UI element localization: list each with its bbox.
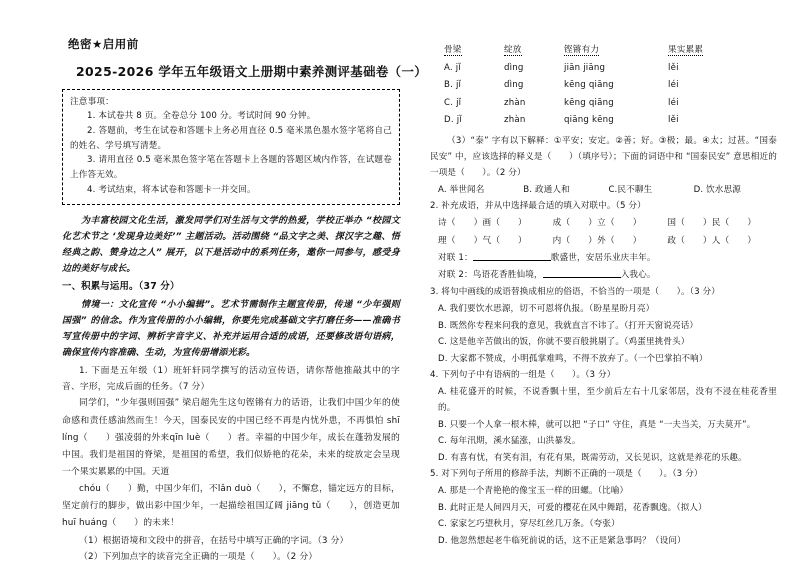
pinyin-cell: lěi (668, 115, 679, 126)
pinyin-cell: jǐ (455, 62, 461, 73)
question-1-stem: 1. 下面是五年级（1）班轩轩同学撰写的活动宣传语，请你帮他推敲其中的字音、字形，完成后面的任务。（7 分） (62, 366, 400, 393)
couplet-1 (430, 250, 777, 267)
notice-item: 2. 答题前，考生在试卷和答题卡上务必用直径 0.5 毫米黑色墨水签字笔将自己的姓名、学号填写清楚。 (70, 125, 392, 151)
question-4-option-c[interactable]: C. 每年汛期，溪水猛涨，山洪暴发。 (438, 436, 581, 447)
question-5-option-b[interactable]: B. 此时正是人间四月天，可爱的樱花在风中舞蹈，花香飘逸。（拟人） (438, 502, 707, 513)
couplet-2 (430, 267, 777, 284)
situation-paragraph: 情境一：文化宣传 “小小编辑”。艺术节需制作主题宣传册，传递 “少年强则国强” 的信念。作为宣传册的小小编辑，你要先完成基础文字打磨任务——准确书写宣传册中的字词、辨析字音字义、补充并运用合适的成语，还要修改语句语病，确保宣传内容准确、生动，为宣传册增添光彩。 (62, 299, 400, 359)
notice-item: 4. 考试结束，将本试卷和答题卡一并交回。 (87, 184, 256, 195)
idiom-fill-row[interactable] (430, 233, 777, 250)
idiom-blank-group[interactable]: 理（ ）气（ ） (438, 235, 527, 246)
intro-paragraph: 为丰富校园文化生活，激发同学们对生活与文学的热爱，学校正举办 “校园文化艺术节之 ‘发现身边美好’” 主题活动。活动围绕 “品文字之美、探汉字之趣、悟经典之韵、赞身边之人” 展开，以下是活动中的系列任务，邀你一同参与，感受身边的美好与成长。 (62, 215, 400, 274)
couplet-2-suffix: 入我心。 (620, 269, 656, 280)
couplet-1-suffix: 歌盛世，安居乐业庆丰年。 (550, 252, 656, 263)
question-4-option-a[interactable]: A. 桂花盛开的时候，不说香飘十里，至少前后左右十几家邻居，没有不浸在桂花香里的。 (438, 386, 777, 414)
right-column (418, 0, 793, 561)
idiom-fill-row[interactable] (430, 215, 777, 232)
question-5-option-d[interactable]: D. 他忽然想起老牛临死前说的话，这不正是紧急事吗？（设问） (438, 535, 686, 546)
notice-box (62, 89, 400, 205)
idiom-blank-group[interactable]: 政（ ）人（ ） (667, 235, 757, 246)
pinyin-header-word: 果实累累 (668, 45, 704, 55)
couplet-1-blank[interactable] (473, 251, 551, 261)
question-1-sub-3-options[interactable] (430, 182, 777, 199)
pinyin-cell: zhàn (504, 97, 526, 108)
option-b[interactable]: B. 政通人和 (523, 184, 570, 195)
pinyin-options-table (444, 42, 777, 130)
option-label: D. (444, 115, 454, 126)
question-1-sub-1: （1）根据语境和文段中的拼音，在括号中填写正确的字词。（3 分） (79, 535, 349, 546)
question-3-option-b[interactable]: B. 既然你专程来问我的意见，我就直言不讳了。（打开天窗说亮话） (438, 320, 699, 331)
question-3-option-d[interactable]: D. 大家都不赞成，小明孤掌难鸣，不得不放弃了。（一个巴掌拍不响） (438, 353, 708, 364)
question-4-option-b[interactable]: B. 只要一个人拿一根木棒，就可以把 “子口” 守住，真是 “一夫当关，万夫莫开”。 (438, 419, 756, 430)
pinyin-cell: jiān jiāng (564, 62, 606, 73)
question-5-option-a[interactable]: A. 那是一个青艳艳的像宝玉一样的田螺。（比喻） (438, 486, 629, 497)
pinyin-option-row[interactable] (444, 112, 777, 130)
pinyin-cell: léi (668, 80, 679, 91)
pinyin-cell: dìng (504, 80, 524, 91)
pinyin-cell: jǐ (456, 115, 462, 126)
idiom-blank-group[interactable]: 诗（ ）画（ ） (438, 218, 527, 229)
pinyin-header-word: 骨梁 (444, 45, 462, 55)
question-1-passage-part-2: chóu（ ）勤，中国少年们，不lǎn duò（ ），不懈怠，锚定远方的目标，坚定前行的脚步，做出彩中国少年，一起描绘祖国辽阔 jiāng tǔ（ ），创造更加huī huáng（ ）的未来！ (62, 484, 400, 529)
option-d[interactable]: D. 饮水思源 (693, 184, 741, 195)
page-title: 2025-2026 学年五年级语文上册期中素养测评基础卷（一） (76, 64, 428, 79)
question-1-sub-2: （2）下列加点字的读音完全正确的一项是（ ）。（2 分） (79, 552, 318, 563)
question-5-option-c[interactable]: C. 家家乞巧望秋月，穿尽红丝几万条。（夸张） (438, 519, 620, 530)
question-3-option-a[interactable]: A. 我们要饮水思源，切不可恩将仇报。（盼星星盼月亮） (438, 304, 655, 314)
couplet-2-prefix: 对联 2：鸟语花香胜仙境， (438, 269, 543, 280)
couplet-2-blank[interactable] (543, 268, 621, 278)
pinyin-cell: dìng (504, 62, 524, 73)
idiom-blank-group[interactable]: 成（ ）立（ ） (552, 218, 642, 229)
pinyin-option-row[interactable] (444, 60, 777, 78)
pinyin-cell: kēng qiāng (564, 97, 614, 108)
secret-label: 绝密★启用前 (68, 37, 139, 51)
pinyin-header-word: 铿锵有力 (564, 45, 600, 55)
pinyin-cell: zhàn (504, 115, 526, 126)
notice-heading: 注意事项： (70, 97, 114, 107)
pinyin-option-row[interactable] (444, 77, 777, 95)
idiom-blank-group[interactable]: 国（ ）民（ ） (667, 218, 757, 229)
question-3-option-c[interactable]: C. 这是他辛苦做出的饭，你就不要百般挑剔了。（鸡蛋里挑骨头） (438, 337, 690, 347)
pinyin-cell: kēng qiāng (564, 80, 614, 91)
couplet-1-prefix: 对联 1： (438, 252, 473, 263)
idiom-blank-group[interactable]: 内（ ）外（ ） (552, 235, 642, 246)
question-4-stem: 4. 下列句子中有语病的一组是（ ）。（3 分） (430, 370, 616, 380)
pinyin-cell: qiāng kēng (564, 115, 614, 126)
option-label: B. (444, 80, 454, 91)
option-label: C. (444, 97, 454, 108)
pinyin-option-row[interactable] (444, 95, 777, 113)
option-a[interactable]: A. 举世闻名 (438, 184, 485, 195)
pinyin-table-header-row (444, 42, 777, 60)
pinyin-cell: jǐ (455, 80, 462, 91)
section-one-heading: 一、积累与运用。（37 分） (62, 280, 180, 292)
question-1-passage-part-1: 同学们，“少年强则国强” 梁启超先生这句铿锵有力的话语，让我们中国少年的使命感和责任感油然而生！今天，国泰民安的中国已经不再是内忧外患，不再惧怕 shī líng（ ）强凌弱的外来qīn luè（ ）者。幸福的中国少年，成长在蓬勃发展的中国。我们是祖国的脊梁，是祖国的希望，我们似娇艳的花朵，未来的绽放定会呈现一个果实累累的中国。天道 (62, 398, 400, 478)
pinyin-cell: léi (668, 97, 679, 108)
pinyin-header-word: 绽放 (504, 45, 522, 55)
question-5-stem: 5. 对下列句子所用的修辞手法，判断不正确的一项是（ ）。（3 分） (430, 469, 703, 480)
notice-item: 1. 本试卷共 8 页。全卷总分 100 分。考试时间 90 分钟。 (87, 111, 316, 121)
notice-item: 3. 请用直径 0.5 毫米黑色签字笔在答题卡上各题的答题区域内作答，在试题卷上作答无效。 (70, 155, 392, 181)
pinyin-cell: lěi (668, 62, 679, 73)
question-1-sub-3-stem: （3）“泰” 字有以下解释：①平安；安定。②善；好。③极；最。④太；过甚。“国泰民安” 中，应该选择的释义是（ ）（填序号）；下面的词语中和 “国泰民安” 意思相近的一项是（ ）。（2 分） (430, 136, 777, 178)
option-label: A. (444, 62, 453, 73)
question-4-option-d[interactable]: D. 有喜有忧，有笑有泪，有花有果，既需劳动，又长见识，这就是养花的乐趣。 (438, 452, 747, 463)
question-3-stem: 3. 将句中画线的成语替换成相应的俗语，不恰当的一项是（ ）。（3 分） (430, 287, 720, 298)
question-2-stem: 2. 补充成语，并从中选择最合适的填入对联中。（5 分） (430, 201, 646, 212)
pinyin-cell: jǐ (456, 97, 462, 108)
option-c[interactable]: C.民不聊生 (608, 184, 653, 195)
